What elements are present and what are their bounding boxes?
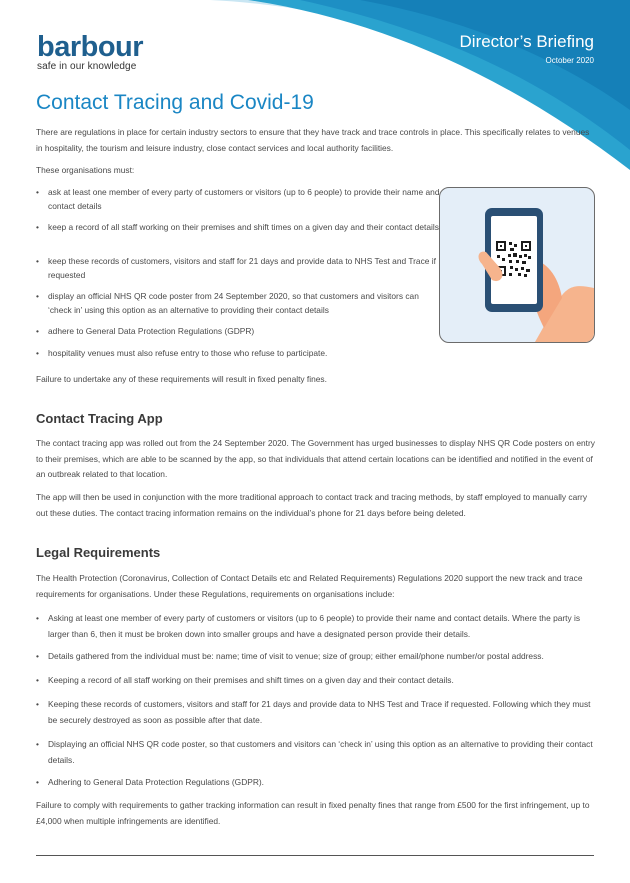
briefing-title: Director’s Briefing <box>459 32 594 51</box>
list-item: • Adhering to General Data Protection Regulations (GDPR). <box>36 775 596 791</box>
list-item: • Asking at least one member of every party of customers or visitors (up to 6 people) to provide their name and contact details. Where the party is larger than 6, then it must be broken down into smaller groups and have a designated person provide their details. <box>36 611 596 642</box>
qr-code-phone-icon <box>439 187 595 343</box>
app-paragraph-1: The contact tracing app was rolled out from the 24 September 2020. The Government has urged businesses to display NHS QR Code posters on entry to their premises, which are able to be scanned by the app, so that individuals that attend certain locations can be identified and notified in the event of an outbreak related to that location. <box>36 438 595 479</box>
briefing-date: October 2020 <box>545 56 594 65</box>
intro-paragraph: There are regulations in place for certain industry sectors to ensure that they have track and trace controls in place. This specifically relates to venues in hospitality, the tourism and leisure industry, close contact services and local authority facilities. <box>36 127 590 153</box>
list-item: • Details gathered from the individual must be: name; time of visit to venue; size of group; either email/phone number/or postal address. <box>36 649 596 665</box>
logo-wordmark: barbour <box>37 31 144 63</box>
list-item: • Keeping these records of customers, visitors and staff for 21 days and provide data to NHS Test and Trace if requested. Following which they must be securely destroyed as soon as possible after that date. <box>36 697 596 728</box>
closing-paragraph: Failure to comply with requirements to gather tracking information can result in fixed penalty fines that range from £500 for the first infringement, up to £4,000 when multiple infringements are identified. <box>36 800 590 826</box>
list-item: • Keeping a record of all staff working on their premises and shift times on a given day and their contact details. <box>36 673 596 689</box>
legal-paragraph: The Health Protection (Coronavirus, Collection of Contact Details etc and Related Requirements) Regulations 2020 support the new track and trace requirements for organisations. Under these Regulations, requirements on organisations include: <box>36 573 583 599</box>
list-item: • hospitality venues must also refuse entry to those who refuse to participate. <box>36 347 444 361</box>
list-item: • Displaying an official NHS QR code poster, so that customers and visitors can ‘check in’ using this option as an alternative to providing their contact details. <box>36 737 596 768</box>
list-item: • keep these records of customers, visitors and staff for 21 days and provide data to NHS Test and Trace if requested <box>36 255 444 282</box>
section-heading-legal: Legal Requirements <box>36 545 161 560</box>
logo-tagline: safe in our knowledge <box>37 61 137 72</box>
failure-note: Failure to undertake any of these requirements will result in fixed penalty fines. <box>36 374 327 384</box>
list-item: • ask at least one member of every party of customers or visitors (up to 6 people) to provide their name and contact details <box>36 186 444 213</box>
list-item: • keep a record of all staff working on their premises and shift times on a given day and their contact details <box>36 221 444 235</box>
app-paragraph-2: The app will then be used in conjunction with the more traditional approach to contact track and tracing methods, by staff employed to manually carry out these duties. The contact tracing information remains on the individual’s phone for 21 days before being deleted. <box>36 492 588 518</box>
must-lead-text: These organisations must: <box>36 165 135 175</box>
list-item: • display an official NHS QR code poster from 24 September 2020, so that customers and visitors can ‘check in’ using this option as an alternative to providing their contact details <box>36 290 444 317</box>
company-logo <box>37 32 143 72</box>
list-item: • adhere to General Data Protection Regulations (GDPR) <box>36 325 444 339</box>
phone-illustration <box>440 188 594 342</box>
section-heading-app: Contact Tracing App <box>36 411 163 426</box>
footer-divider <box>36 855 594 856</box>
page-title: Contact Tracing and Covid-19 <box>36 91 314 114</box>
